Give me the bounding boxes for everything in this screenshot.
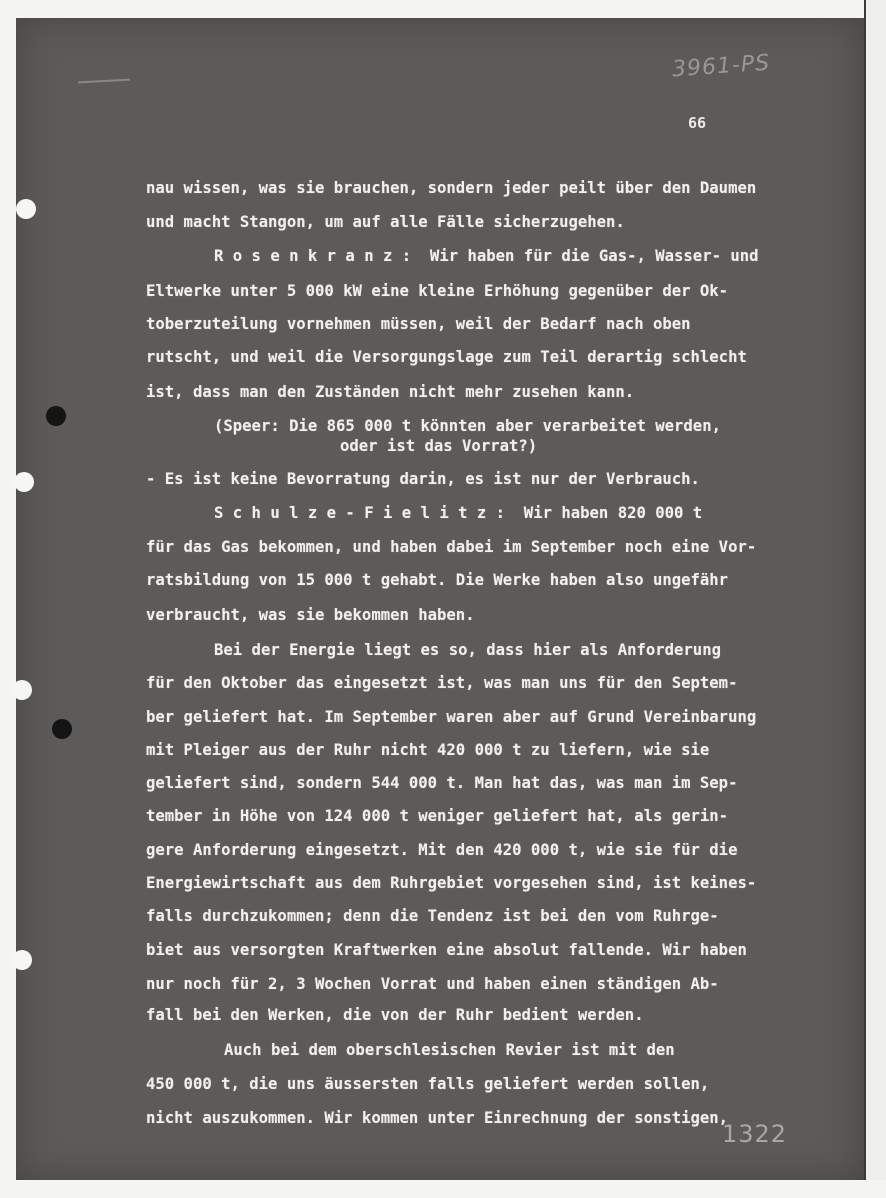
text-line: fall bei den Werken, die von der Ruhr bedient werden.	[146, 1006, 644, 1024]
punch-hole	[14, 472, 34, 492]
pencil-mark	[78, 79, 130, 84]
text-line: für das Gas bekommen, und haben dabei im September noch eine Vor-	[146, 538, 757, 556]
archive-mark: 3961-PS	[671, 50, 771, 83]
text-line: nau wissen, was sie brauchen, sondern jeder peilt über den Daumen	[146, 179, 757, 197]
text-line: Energiewirtschaft aus dem Ruhrgebiet vorgesehen sind, ist keines-	[146, 874, 757, 892]
text-line: nicht auszukommen. Wir kommen unter Einrechnung der sonstigen,	[146, 1109, 729, 1127]
text-line: nur noch für 2, 3 Wochen Vorrat und haben einen ständigen Ab-	[146, 975, 719, 993]
text-line: ratsbildung von 15 000 t gehabt. Die Werke haben also ungefähr	[146, 571, 729, 589]
text-line: rutscht, und weil die Versorgungslage zum Teil derartig schlecht	[146, 348, 747, 366]
text-line: ist, dass man den Zuständen nicht mehr zusehen kann.	[146, 383, 635, 401]
text-line: falls durchzukommen; denn die Tendenz ist bei den vom Ruhrge-	[146, 907, 719, 925]
scan-edge-bottom	[0, 1180, 886, 1198]
text-line: R o s e n k r a n z : Wir haben für die Gas-, Wasser- und	[214, 247, 759, 265]
stamp-number: 1322	[722, 1120, 788, 1148]
page-number: 66	[688, 114, 707, 132]
text-line: toberzuteilung vornehmen müssen, weil der Bedarf nach oben	[146, 315, 691, 333]
text-line: tember in Höhe von 124 000 t weniger geliefert hat, als gerin-	[146, 807, 729, 825]
punch-hole	[12, 680, 32, 700]
punch-hole	[12, 950, 32, 970]
text-line: Auch bei dem oberschlesischen Revier ist mit den	[224, 1041, 675, 1059]
punch-hole	[46, 406, 66, 426]
text-line: und macht Stangon, um auf alle Fälle sicherzugehen.	[146, 213, 625, 231]
scan-edge-right	[864, 0, 886, 1198]
text-line: geliefert sind, sondern 544 000 t. Man hat das, was man im Sep-	[146, 774, 738, 792]
text-line: (Speer: Die 865 000 t könnten aber verarbeitet werden,	[214, 417, 721, 435]
punch-hole	[16, 199, 36, 219]
text-line: 450 000 t, die uns äussersten falls geliefert werden sollen,	[146, 1075, 710, 1093]
text-line: ber geliefert hat. Im September waren aber auf Grund Vereinbarung	[146, 708, 757, 726]
text-line: biet aus versorgten Kraftwerken eine absolut fallende. Wir haben	[146, 941, 747, 959]
text-line: verbraucht, was sie bekommen haben.	[146, 606, 475, 624]
text-line: gere Anforderung eingesetzt. Mit den 420 000 t, wie sie für die	[146, 841, 738, 859]
text-line: Bei der Energie liegt es so, dass hier als Anforderung	[214, 641, 721, 659]
text-line: Eltwerke unter 5 000 kW eine kleine Erhöhung gegenüber der Ok-	[146, 282, 729, 300]
text-line: oder ist das Vorrat?)	[340, 437, 538, 455]
text-line: mit Pleiger aus der Ruhr nicht 420 000 t zu liefern, wie sie	[146, 741, 710, 759]
text-line: - Es ist keine Bevorratung darin, es ist nur der Verbrauch.	[146, 470, 700, 488]
punch-hole	[52, 719, 72, 739]
text-line: für den Oktober das eingesetzt ist, was man uns für den Septem-	[146, 674, 738, 692]
text-line: S c h u l z e - F i e l i t z : Wir haben 820 000 t	[214, 504, 703, 522]
